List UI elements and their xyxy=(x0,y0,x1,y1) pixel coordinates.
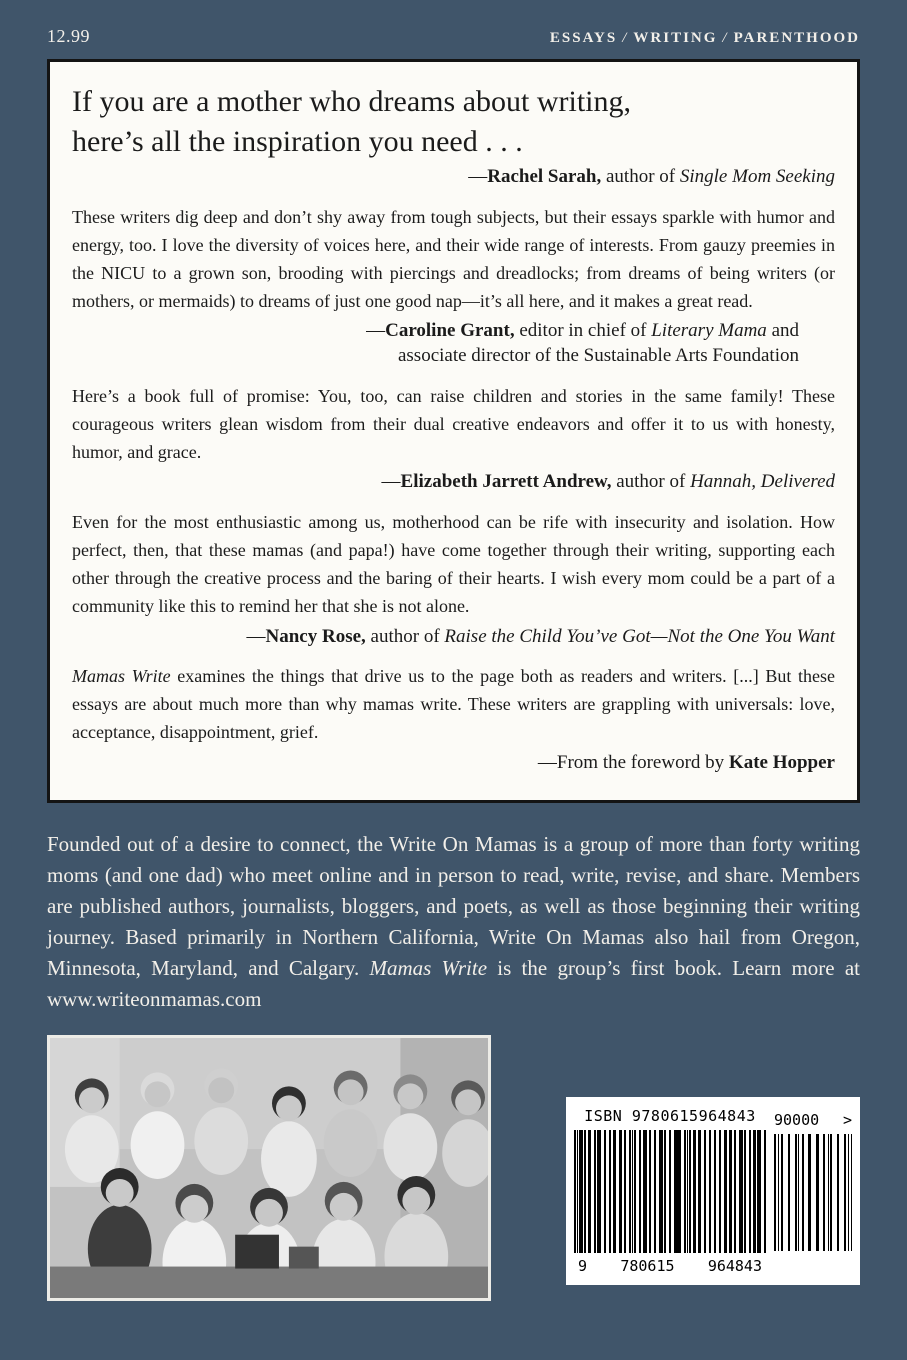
endorsement-attribution xyxy=(72,625,835,650)
supplement-barcode xyxy=(774,1134,852,1251)
author-name: Caroline Grant, xyxy=(385,320,515,342)
about-text: is the group’s first book. Learn more at www.writeonmamas.com xyxy=(47,956,861,1012)
attr-dash: — xyxy=(246,625,266,647)
about-paragraph xyxy=(47,829,860,1015)
ean13-digit-group: 9 xyxy=(578,1257,588,1276)
category-separator: / xyxy=(622,30,629,46)
price-code: 90000 xyxy=(774,1111,820,1130)
work-title: Hannah, Delivered xyxy=(690,471,835,493)
endorsement-text: Here’s a book full of promise: You, too, can raise children and stories in the same family! These courageous writers glean wisdom from their dual creative endeavors and offer it to us with honesty, humor, and grace. xyxy=(72,385,835,462)
endorsement-attribution xyxy=(72,319,835,368)
endorsement-2 xyxy=(72,383,835,495)
work-title: Literary Mama xyxy=(651,320,767,342)
ean13-barcode xyxy=(574,1130,766,1253)
supplement-arrow: > xyxy=(842,1111,852,1130)
top-bar xyxy=(47,26,860,47)
endorsement-text xyxy=(72,663,835,747)
attr-dash: — xyxy=(381,471,401,493)
attr-text: author of xyxy=(365,625,445,647)
endorsement-1 xyxy=(72,204,835,369)
attr-text: editor in chief of xyxy=(514,320,652,342)
endorsement-text: These writers dig deep and don’t shy away from tough subjects, but their essays sparkle with humor and energy, too. I love the diversity of voices here, and their wide range of interests. From gauzy preemies in the NICU to a grown son, brooding with piercings and dreadlocks; from dreams of being writers (or mothers, or mermaids) to dreams of just one good nap—it’s all here, and it makes a great read. xyxy=(72,206,835,311)
headline-attribution xyxy=(72,165,835,190)
endorsement-text: Even for the most enthusiastic among us, motherhood can be rife with insecurity and isolation. How perfect, then, that these mamas (and papa!) have come together through their writing, supporting each other through the creative process and the baring of their hearts. I wish every mom could be a part of a community like this to remind her that she is not alone. xyxy=(72,512,835,616)
category-parenthood: PARENTHOOD xyxy=(733,30,860,46)
group-photo xyxy=(47,1035,491,1301)
about-text: Founded out of a desire to connect, the Write On Mamas is a group of more than forty writing moms (and one dad) who meet online and in person to read, write, revise, and share. Members are published authors, journalists, bloggers, and poets, as well as those beginning their writing journey. Based primarily in Northern California, Write On Mamas also hail from Oregon, Minnesota, Maryland, and Calgary. xyxy=(47,831,860,981)
category-writing: WRITING xyxy=(633,30,718,46)
attr-text: —From the foreword by xyxy=(537,752,729,774)
endorsement-foreword xyxy=(72,663,835,775)
headline-line-1: If you are a mother who dreams about writing, xyxy=(72,85,631,118)
headline xyxy=(72,82,835,161)
price-supplement-column xyxy=(774,1105,852,1275)
category-separator: / xyxy=(722,30,729,46)
author-name: Elizabeth Jarrett Andrew, xyxy=(400,471,612,493)
category-tags xyxy=(550,30,860,47)
attr-dash: — xyxy=(366,320,386,342)
group-photo-illustration xyxy=(50,1038,488,1298)
book-title: Mamas Write xyxy=(72,666,171,687)
endorsement-3 xyxy=(72,509,835,649)
endorsement-attribution xyxy=(72,751,835,776)
endorsement-text-body: examines the things that drive us to the page both as readers and writers. [...] But these essays are about much more than why mamas write. These writers are grappling with universals: love, acceptance, disappointment, grief. xyxy=(72,666,835,743)
attr-text: author of xyxy=(601,166,680,188)
attr-dash: — xyxy=(468,166,488,188)
ean13-column xyxy=(574,1105,766,1275)
barcode-panel xyxy=(566,1097,860,1285)
endorsements-box xyxy=(47,59,860,803)
author-name: Nancy Rose, xyxy=(265,625,366,647)
attr-text: and xyxy=(766,320,799,342)
ean13-digits xyxy=(574,1253,766,1275)
isbn-label: ISBN 9780615964843 xyxy=(584,1107,756,1126)
headline-line-2: here’s all the inspiration you need . . . xyxy=(72,124,523,158)
author-name: Rachel Sarah, xyxy=(487,166,602,188)
ean13-digit-group: 964843 xyxy=(707,1257,762,1276)
author-name: Kate Hopper xyxy=(728,752,835,774)
attr-text: associate director of the Sustainable Arts Foundation xyxy=(397,345,799,367)
price: 12.99 xyxy=(47,26,90,46)
ean13-digit-group: 780615 xyxy=(620,1257,675,1276)
attr-text: author of xyxy=(611,471,691,493)
bottom-row xyxy=(47,1035,860,1301)
endorsement-attribution xyxy=(72,470,835,495)
book-title: Mamas Write xyxy=(369,956,488,981)
price-code-label xyxy=(774,1111,852,1129)
category-essays: ESSAYS xyxy=(549,30,618,46)
work-title: Single Mom Seeking xyxy=(679,166,835,188)
work-title: Raise the Child You’ve Got—Not the One You Want xyxy=(444,625,835,647)
